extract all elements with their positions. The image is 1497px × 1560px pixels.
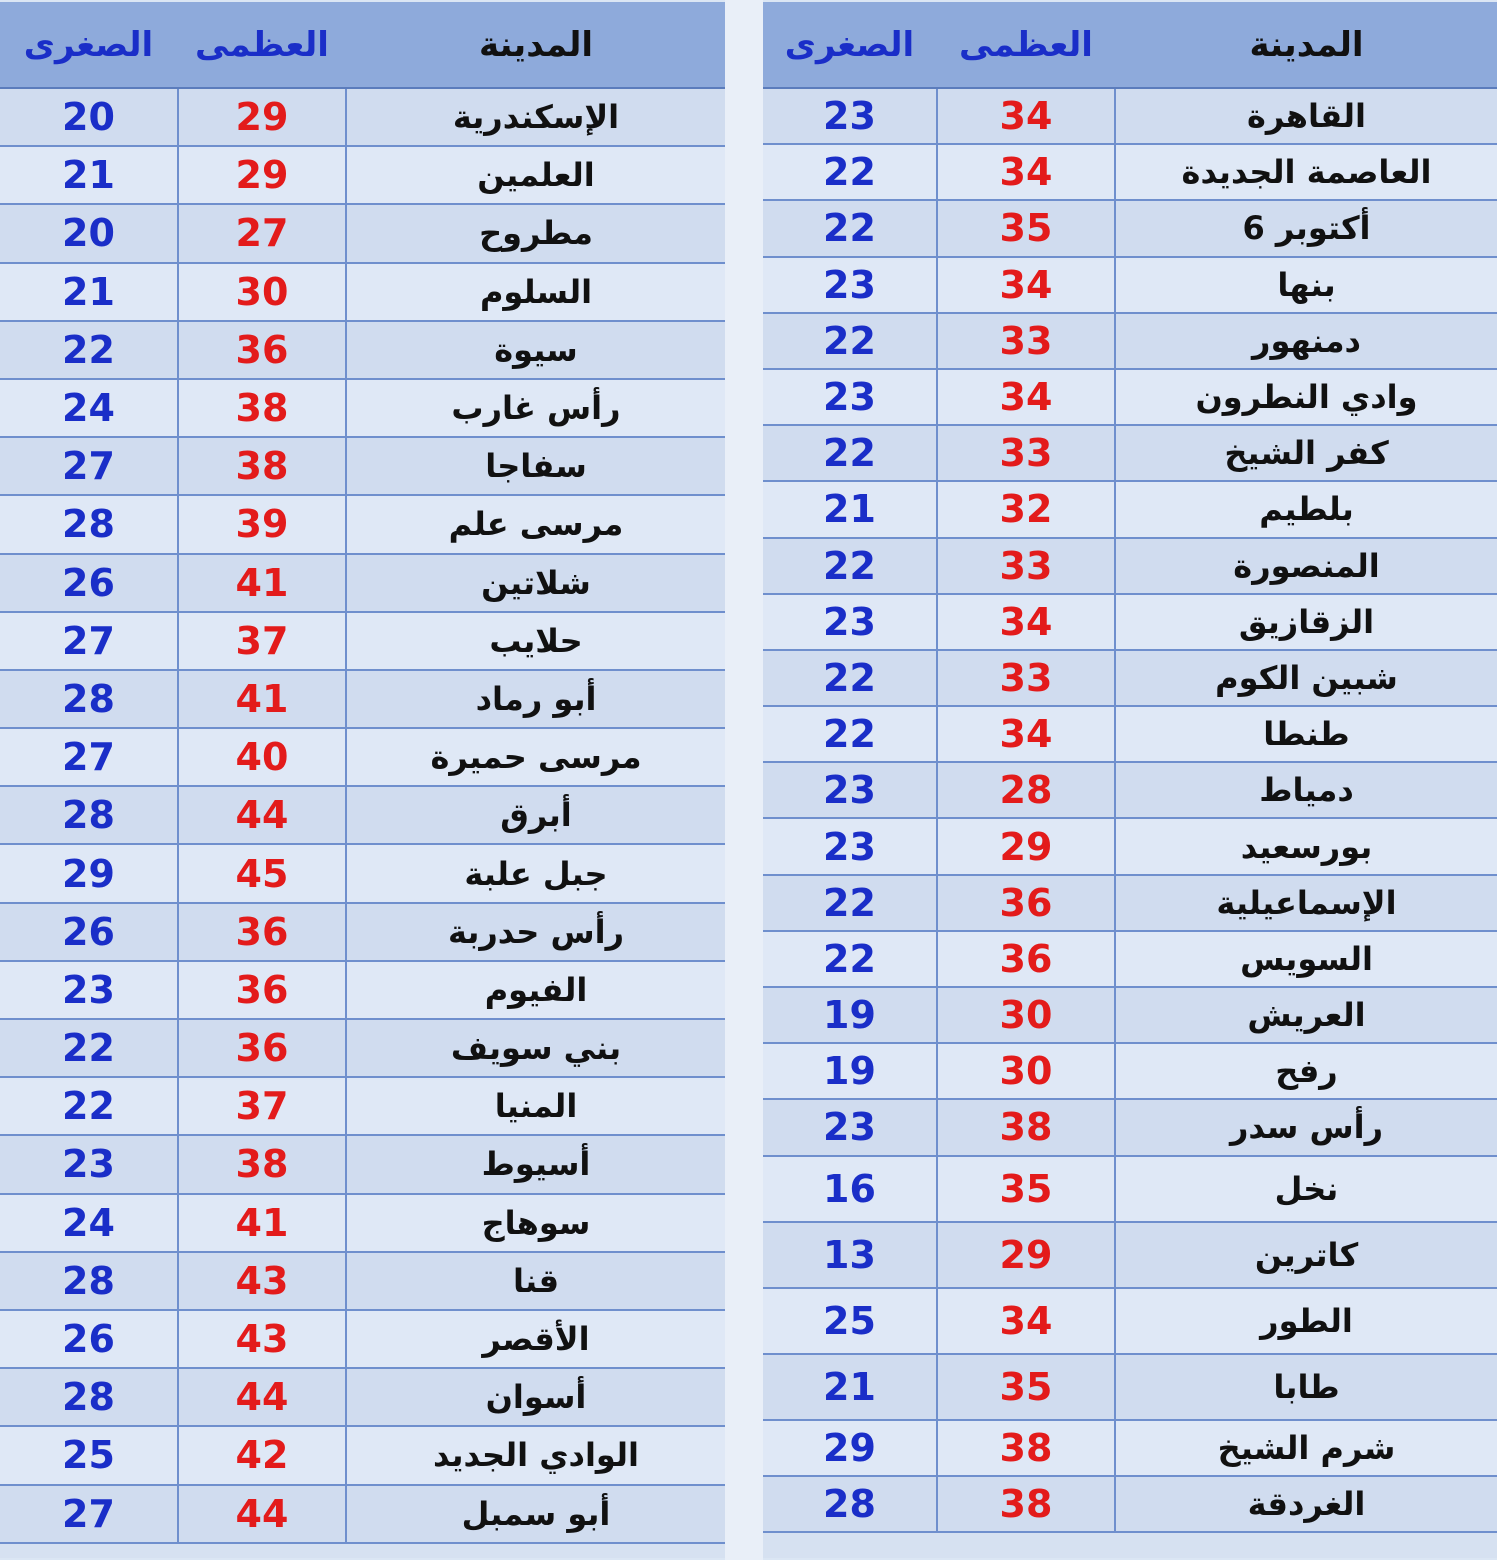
table-row: [0, 845, 725, 903]
min-temp-cell: 22: [823, 712, 876, 757]
max-temp-cell: 36: [936, 876, 1116, 930]
table-row: [763, 876, 1497, 932]
table-row: [763, 370, 1497, 426]
min-temp-cell: 21: [62, 269, 115, 314]
max-temp-cell: 38: [936, 1100, 1116, 1154]
table-row: [763, 988, 1497, 1044]
table-row: [763, 1289, 1497, 1355]
table-row: [0, 1486, 725, 1544]
city-cell: بلطيم: [1259, 490, 1354, 529]
min-temp-cell: 20: [62, 95, 115, 140]
min-temp-cell: 22: [823, 936, 876, 981]
table-row: [0, 555, 725, 613]
max-temp-cell: 37: [177, 1078, 347, 1134]
city-cell: شرم الشيخ: [1217, 1428, 1396, 1467]
table-row: [0, 1427, 725, 1485]
city-cell: بنها: [1277, 265, 1336, 304]
min-temp-cell: 22: [823, 431, 876, 476]
min-temp-cell: 27: [62, 618, 115, 663]
city-cell: دمياط: [1259, 771, 1354, 810]
city-cell: رأس حدربة: [447, 912, 625, 951]
max-temp-cell: 34: [936, 707, 1116, 761]
min-temp-cell: 25: [823, 1298, 876, 1343]
table-row: [0, 322, 725, 380]
max-temp-cell: 34: [936, 89, 1116, 143]
left-temperature-table: [0, 2, 725, 1558]
max-temp-cell: 42: [177, 1427, 347, 1483]
city-cell: المنصورة: [1233, 546, 1380, 585]
table-row: [0, 1253, 725, 1311]
max-temp-cell: 36: [177, 322, 347, 378]
max-temp-cell: 34: [936, 370, 1116, 424]
table-row: [0, 438, 725, 496]
max-temp-cell: 29: [936, 1223, 1116, 1287]
max-temp-cell: 33: [936, 539, 1116, 593]
city-cell: الإسماعيلية: [1216, 883, 1397, 922]
table-row: [0, 147, 725, 205]
table-row: [763, 89, 1497, 145]
min-temp-cell: 27: [62, 1491, 115, 1536]
max-temp-cell: 44: [177, 787, 347, 843]
min-temp-cell: 22: [62, 1084, 115, 1129]
max-temp-cell: 39: [177, 496, 347, 552]
min-temp-cell: 26: [62, 560, 115, 605]
header-city: المدينة: [1249, 24, 1364, 65]
table-row: [0, 671, 725, 729]
city-cell: الزقازيق: [1238, 602, 1375, 641]
city-cell: سفاجا: [485, 447, 587, 486]
city-cell: الطور: [1260, 1301, 1353, 1340]
max-temp-cell: 41: [177, 671, 347, 727]
city-cell: العريش: [1247, 996, 1366, 1035]
table-row: [763, 1355, 1497, 1421]
max-temp-cell: 36: [177, 962, 347, 1018]
min-temp-cell: 24: [62, 386, 115, 431]
city-cell: جبل علبة: [464, 854, 608, 893]
city-cell: بورسعيد: [1240, 827, 1373, 866]
max-temp-cell: 41: [177, 555, 347, 611]
city-cell: القاهرة: [1246, 97, 1366, 136]
table-row: [763, 539, 1497, 595]
min-temp-cell: 22: [823, 880, 876, 925]
min-temp-cell: 23: [62, 967, 115, 1012]
table-row: [0, 380, 725, 438]
city-cell: قنا: [512, 1261, 560, 1300]
table-row: [0, 729, 725, 787]
table-row: [0, 1369, 725, 1427]
max-temp-cell: 29: [177, 147, 347, 203]
min-temp-cell: 28: [62, 793, 115, 838]
max-temp-cell: 41: [177, 1195, 347, 1251]
min-temp-cell: 21: [823, 1364, 876, 1409]
panel-gap: [725, 0, 763, 1560]
table-row: [763, 595, 1497, 651]
table-row: [0, 613, 725, 671]
min-temp-cell: 19: [823, 1049, 876, 1094]
city-cell: السويس: [1240, 939, 1373, 978]
max-temp-cell: 27: [177, 205, 347, 261]
right-temperature-table: [763, 2, 1497, 1558]
right-table-header: [763, 2, 1497, 89]
table-row: [763, 1421, 1497, 1477]
min-temp-cell: 23: [823, 94, 876, 139]
min-temp-cell: 23: [823, 262, 876, 307]
table-row: [0, 1020, 725, 1078]
table-row: [763, 1157, 1497, 1223]
min-temp-cell: 28: [62, 1375, 115, 1420]
min-temp-cell: 29: [62, 851, 115, 896]
min-temp-cell: 28: [62, 676, 115, 721]
city-cell: العاصمة الجديدة: [1181, 153, 1432, 192]
header-min: الصغرى: [784, 24, 915, 65]
table-row: [0, 205, 725, 263]
max-temp-cell: 34: [936, 595, 1116, 649]
min-temp-cell: 26: [62, 1317, 115, 1362]
city-cell: بني سويف: [450, 1029, 622, 1068]
min-temp-cell: 22: [823, 655, 876, 700]
city-cell: 6 أكتوبر: [1242, 209, 1371, 248]
table-row: [763, 258, 1497, 314]
max-temp-cell: 30: [177, 264, 347, 320]
table-row: [0, 1078, 725, 1136]
table-row: [763, 1044, 1497, 1100]
city-cell: مرسى حميرة: [430, 738, 642, 777]
table-row: [0, 496, 725, 554]
min-temp-cell: 23: [62, 1142, 115, 1187]
min-temp-cell: 27: [62, 735, 115, 780]
table-row: [763, 1477, 1497, 1533]
min-temp-cell: 22: [823, 318, 876, 363]
min-temp-cell: 28: [62, 1258, 115, 1303]
city-cell: وادي النطرون: [1195, 378, 1418, 417]
min-temp-cell: 23: [823, 1105, 876, 1150]
min-temp-cell: 22: [823, 150, 876, 195]
min-temp-cell: 25: [62, 1433, 115, 1478]
max-temp-cell: 35: [936, 1355, 1116, 1419]
city-cell: أبو رماد: [475, 679, 597, 718]
min-temp-cell: 22: [62, 1026, 115, 1071]
city-cell: المنيا: [494, 1087, 578, 1126]
city-cell: رأس غارب: [451, 389, 621, 428]
min-temp-cell: 19: [823, 993, 876, 1038]
max-temp-cell: 30: [936, 1044, 1116, 1098]
table-row: [0, 89, 725, 147]
city-cell: رأس سدر: [1229, 1108, 1384, 1147]
max-temp-cell: 34: [936, 145, 1116, 199]
city-cell: العلمين: [477, 156, 595, 195]
table-row: [763, 201, 1497, 257]
max-temp-cell: 43: [177, 1253, 347, 1309]
max-temp-cell: 33: [936, 426, 1116, 480]
city-cell: نخل: [1274, 1169, 1339, 1208]
max-temp-cell: 35: [936, 1157, 1116, 1221]
city-cell: طابا: [1273, 1367, 1340, 1406]
max-temp-cell: 36: [177, 904, 347, 960]
min-temp-cell: 22: [823, 206, 876, 251]
table-row: [763, 426, 1497, 482]
city-cell: طنطا: [1263, 715, 1350, 754]
min-temp-cell: 21: [823, 487, 876, 532]
city-cell: الإسكندرية: [452, 98, 620, 137]
table-row: [0, 1311, 725, 1369]
table-row: [763, 314, 1497, 370]
city-cell: كفر الشيخ: [1224, 434, 1389, 473]
max-temp-cell: 45: [177, 845, 347, 901]
max-temp-cell: 33: [936, 651, 1116, 705]
table-row: [763, 482, 1497, 538]
city-cell: الغردقة: [1247, 1484, 1366, 1523]
table-row: [763, 1223, 1497, 1289]
min-temp-cell: 27: [62, 444, 115, 489]
city-cell: السلوم: [479, 272, 593, 311]
min-temp-cell: 23: [823, 824, 876, 869]
city-cell: الفيوم: [484, 970, 588, 1009]
table-row: [763, 145, 1497, 201]
max-temp-cell: 38: [177, 380, 347, 436]
max-temp-cell: 36: [936, 932, 1116, 986]
max-temp-cell: 43: [177, 1311, 347, 1367]
city-cell: الأقصر: [482, 1320, 590, 1359]
table-row: [763, 819, 1497, 875]
header-city: المدينة: [478, 24, 594, 65]
city-cell: حلايب: [489, 621, 583, 660]
max-temp-cell: 34: [936, 258, 1116, 312]
table-row: [0, 962, 725, 1020]
table-row: [0, 787, 725, 845]
header-min: الصغرى: [23, 24, 154, 65]
city-cell: كاترين: [1254, 1235, 1359, 1274]
city-cell: أبرق: [500, 796, 572, 835]
city-cell: أسيوط: [481, 1145, 591, 1184]
city-cell: شبين الكوم: [1215, 658, 1398, 697]
min-temp-cell: 21: [62, 153, 115, 198]
city-cell: أسوان: [485, 1378, 587, 1417]
table-row: [763, 763, 1497, 819]
city-cell: سيوة: [494, 330, 578, 369]
max-temp-cell: 33: [936, 314, 1116, 368]
max-temp-cell: 29: [936, 819, 1116, 873]
city-cell: أبو سمبل: [461, 1494, 611, 1533]
min-temp-cell: 13: [823, 1232, 876, 1277]
min-temp-cell: 26: [62, 909, 115, 954]
max-temp-cell: 44: [177, 1369, 347, 1425]
table-row: [0, 904, 725, 962]
max-temp-cell: 36: [177, 1020, 347, 1076]
city-cell: شلاتين: [481, 563, 591, 602]
city-cell: الوادي الجديد: [433, 1436, 639, 1475]
min-temp-cell: 23: [823, 375, 876, 420]
table-row: [0, 264, 725, 322]
header-max: العظمى: [195, 24, 329, 65]
max-temp-cell: 40: [177, 729, 347, 785]
max-temp-cell: 34: [936, 1289, 1116, 1353]
min-temp-cell: 23: [823, 768, 876, 813]
table-row: [763, 651, 1497, 707]
min-temp-cell: 28: [823, 1481, 876, 1526]
right-table-body: [763, 89, 1497, 1533]
min-temp-cell: 20: [62, 211, 115, 256]
city-cell: مرسى علم: [448, 505, 624, 544]
table-row: [763, 707, 1497, 763]
max-temp-cell: 38: [936, 1477, 1116, 1531]
city-cell: سوهاج: [481, 1203, 591, 1242]
max-temp-cell: 29: [177, 89, 347, 145]
min-temp-cell: 16: [823, 1166, 876, 1211]
max-temp-cell: 38: [936, 1421, 1116, 1475]
max-temp-cell: 44: [177, 1486, 347, 1542]
max-temp-cell: 37: [177, 613, 347, 669]
city-cell: مطروح: [479, 214, 593, 253]
left-table-header: [0, 2, 725, 89]
min-temp-cell: 22: [823, 543, 876, 588]
table-row: [0, 1195, 725, 1253]
city-cell: رفح: [1275, 1052, 1338, 1091]
max-temp-cell: 35: [936, 201, 1116, 255]
left-table-body: [0, 89, 725, 1544]
header-max: العظمى: [959, 24, 1093, 65]
min-temp-cell: 29: [823, 1425, 876, 1470]
max-temp-cell: 32: [936, 482, 1116, 536]
city-cell: دمنهور: [1252, 321, 1361, 360]
max-temp-cell: 28: [936, 763, 1116, 817]
max-temp-cell: 30: [936, 988, 1116, 1042]
min-temp-cell: 22: [62, 327, 115, 372]
min-temp-cell: 23: [823, 599, 876, 644]
min-temp-cell: 28: [62, 502, 115, 547]
table-row: [763, 1100, 1497, 1156]
max-temp-cell: 38: [177, 438, 347, 494]
min-temp-cell: 24: [62, 1200, 115, 1245]
table-row: [0, 1136, 725, 1194]
table-row: [763, 932, 1497, 988]
max-temp-cell: 38: [177, 1136, 347, 1192]
